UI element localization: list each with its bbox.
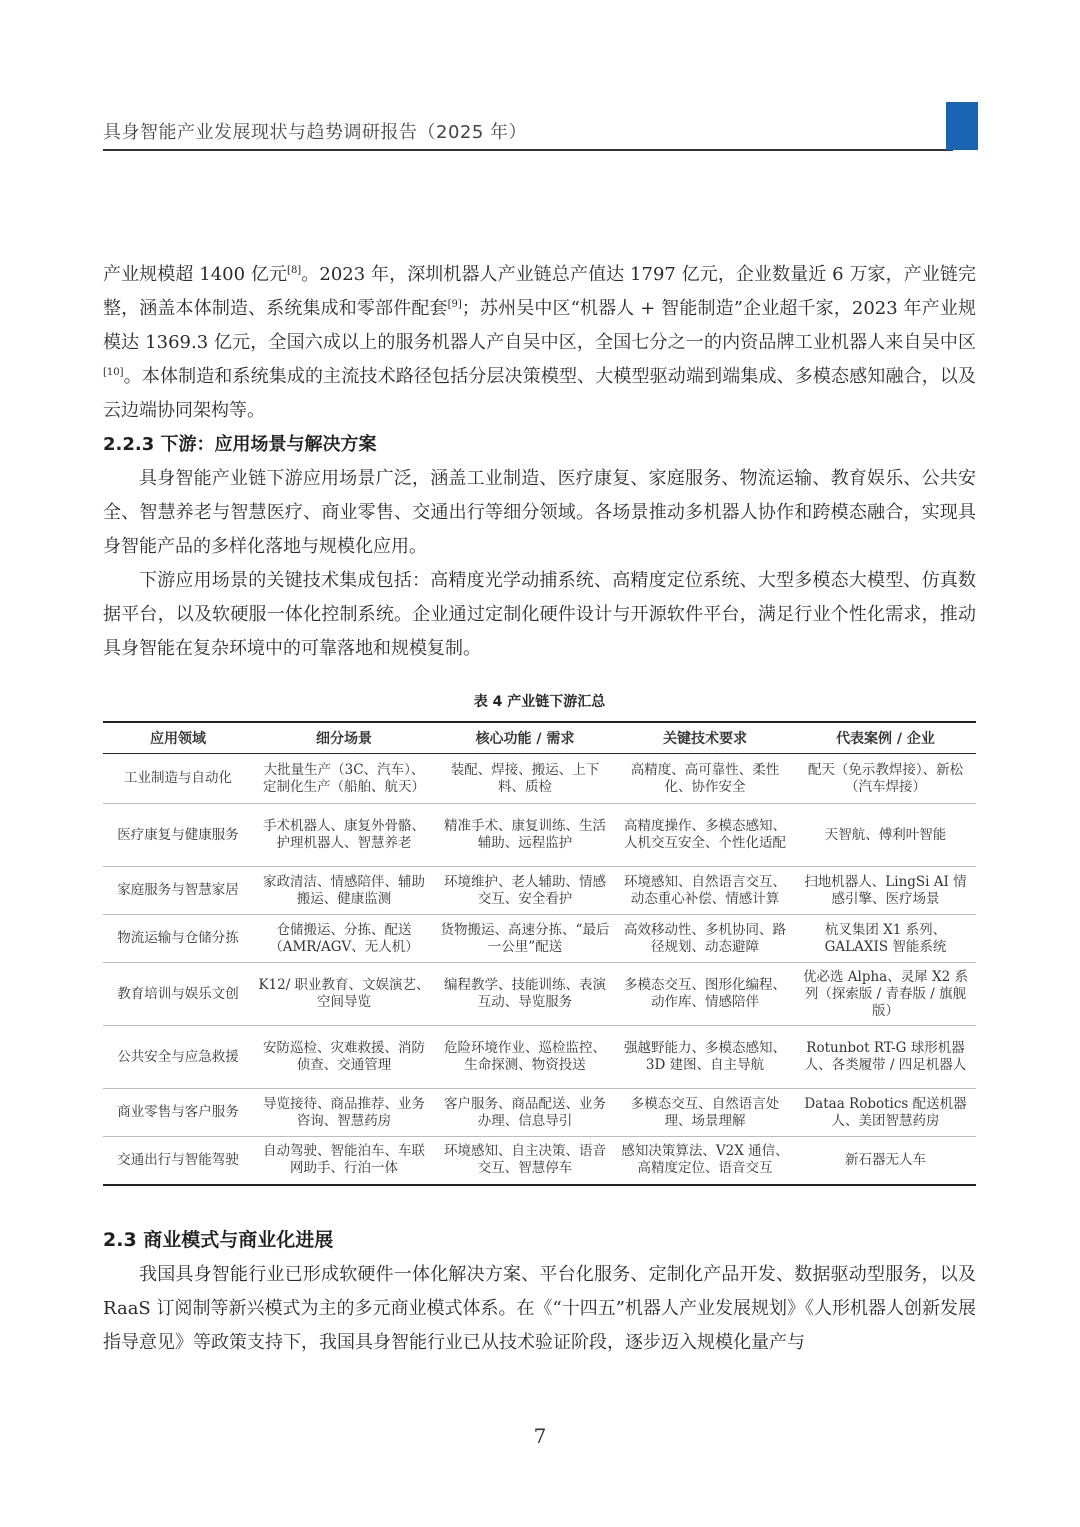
table-row bbox=[103, 1089, 976, 1137]
column-header: 核心功能 / 需求 bbox=[435, 722, 615, 754]
intro-text-4: 。本体制造和系统集成的主流技术路径包括分层决策模型、大模型驱动端到端集成、多模态感知融合，以及云边端协同架构等。 bbox=[103, 366, 976, 421]
table-cell: 新石器无人车 bbox=[795, 1137, 976, 1185]
table-row bbox=[103, 1026, 976, 1089]
table-cell: 安防巡检、灾难救援、消防侦查、交通管理 bbox=[253, 1026, 435, 1089]
table-row bbox=[103, 754, 976, 804]
column-header: 关键技术要求 bbox=[615, 722, 795, 754]
column-header: 应用领域 bbox=[103, 722, 253, 754]
table-cell: 仓储搬运、分拣、配送（AMR/AGV、无人机） bbox=[253, 915, 435, 963]
table-cell: 感知决策算法、V2X 通信、高精度定位、语音交互 bbox=[615, 1137, 795, 1185]
table-cell: 家庭服务与智慧家居 bbox=[103, 867, 253, 915]
table-cell: 公共安全与应急救援 bbox=[103, 1026, 253, 1089]
table-cell: 多模态交互、自然语言处理、场景理解 bbox=[615, 1089, 795, 1137]
table-cell: 多模态交互、图形化编程、动作库、情感陪伴 bbox=[615, 963, 795, 1026]
citation-9: [9] bbox=[447, 299, 462, 310]
header-rule bbox=[103, 149, 953, 151]
table-row bbox=[103, 915, 976, 963]
page-number: 7 bbox=[533, 1424, 547, 1448]
table-cell: 大批量生产（3C、汽车）、定制化生产（船舶、航天） bbox=[253, 754, 435, 804]
table-row bbox=[103, 804, 976, 867]
intro-paragraph bbox=[103, 258, 976, 428]
header-accent-block bbox=[946, 102, 978, 150]
table-cell: 高精度、高可靠性、柔性化、协作安全 bbox=[615, 754, 795, 804]
table-cell: 强越野能力、多模态感知、3D 建图、自主导航 bbox=[615, 1026, 795, 1089]
table-cell: 环境感知、自然语言交互、动态重心补偿、情感计算 bbox=[615, 867, 795, 915]
table-cell: Dataa Robotics 配送机器人、美团智慧药房 bbox=[795, 1089, 976, 1137]
downstream-table bbox=[103, 721, 976, 1186]
table-row bbox=[103, 867, 976, 915]
downstream-paragraph-1: 具身智能产业链下游应用场景广泛，涵盖工业制造、医疗康复、家庭服务、物流运输、教育娱乐、公共安全、智慧养老与智慧医疗、商业零售、交通出行等细分领域。各场景推动多机器人协作和跨模态融合，实现具身智能产品的多样化落地与规模化应用。 bbox=[103, 468, 976, 557]
table-cell: 编程教学、技能训练、表演互动、导览服务 bbox=[435, 963, 615, 1026]
table-cell: 工业制造与自动化 bbox=[103, 754, 253, 804]
intro-text-2: 。2023 年，深圳机器人产业链总产值达 1797 亿元，企业数量近 6 万家，产业链完整，涵盖本体制造、系统集成和零部件配套 bbox=[103, 264, 976, 319]
table-row bbox=[103, 1137, 976, 1185]
table-cell: 自动驾驶、智能泊车、车联网助手、行泊一体 bbox=[253, 1137, 435, 1185]
table-cell: Rotunbot RT-G 球形机器人、各类履带 / 四足机器人 bbox=[795, 1026, 976, 1089]
citation-10: [10] bbox=[103, 367, 124, 378]
running-title: 具身智能产业发展现状与趋势调研报告（2025 年） bbox=[103, 122, 528, 143]
intro-text-1: 产业规模超 1400 亿元 bbox=[103, 264, 288, 285]
table-cell: 高效移动性、多机协同、路径规划、动态避障 bbox=[615, 915, 795, 963]
table-cell: 客户服务、商品配送、业务办理、信息导引 bbox=[435, 1089, 615, 1137]
table-caption: 表 4 产业链下游汇总 bbox=[473, 694, 606, 710]
table-header-row bbox=[103, 722, 976, 754]
table-cell: 物流运输与仓储分拣 bbox=[103, 915, 253, 963]
table-cell: K12/ 职业教育、文娱演艺、空间导览 bbox=[253, 963, 435, 1026]
table-cell: 精准手术、康复训练、生活辅助、远程监护 bbox=[435, 804, 615, 867]
table-cell: 杭叉集团 X1 系列、GALAXIS 智能系统 bbox=[795, 915, 976, 963]
table-cell: 优必选 Alpha、灵犀 X2 系列（探索版 / 青春版 / 旗舰版） bbox=[795, 963, 976, 1026]
column-header: 代表案例 / 企业 bbox=[795, 722, 976, 754]
table-cell: 配天（免示教焊接）、新松（汽车焊接） bbox=[795, 754, 976, 804]
intro-text-3: ；苏州吴中区“机器人 + 智能制造”企业超千家，2023 年产业规模达 1369.3 亿元，全国六成以上的服务机器人产自吴中区，全国七分之一的内资品牌工业机器人来自吴中区 bbox=[103, 298, 976, 353]
table-cell: 家政清洁、情感陪伴、辅助搬运、健康监测 bbox=[253, 867, 435, 915]
table-cell: 环境感知、自主决策、语音交互、智慧停车 bbox=[435, 1137, 615, 1185]
section-heading-2-2-3: 2.2.3 下游：应用场景与解决方案 bbox=[103, 434, 377, 455]
table-cell: 危险环境作业、巡检监控、生命探测、物资投送 bbox=[435, 1026, 615, 1089]
table-cell: 医疗康复与健康服务 bbox=[103, 804, 253, 867]
table-cell: 教育培训与娱乐文创 bbox=[103, 963, 253, 1026]
table-row bbox=[103, 963, 976, 1026]
table-cell: 天智航、傅利叶智能 bbox=[795, 804, 976, 867]
citation-8: [8] bbox=[287, 265, 302, 276]
table-cell: 环境维护、老人辅助、情感交互、安全看护 bbox=[435, 867, 615, 915]
table-cell: 高精度操作、多模态感知、人机交互安全、个性化适配 bbox=[615, 804, 795, 867]
downstream-paragraph-2: 下游应用场景的关键技术集成包括：高精度光学动捕系统、高精度定位系统、大型多模态大模型、仿真数据平台，以及软硬服一体化控制系统。企业通过定制化硬件设计与开源软件平台，满足行业个性化需求，推动具身智能在复杂环境中的可靠落地和规模复制。 bbox=[103, 570, 976, 659]
column-header: 细分场景 bbox=[253, 722, 435, 754]
page-header bbox=[103, 108, 976, 152]
business-model-paragraph: 我国具身智能行业已形成软硬件一体化解决方案、平台化服务、定制化产品开发、数据驱动型服务，以及 RaaS 订阅制等新兴模式为主的多元商业模式体系。在《“十四五”机器人产业发展规划》《人形机器人创新发展指导意见》等政策支持下，我国具身智能行业已从技术验证阶段，逐步迈入规模化量产与 bbox=[103, 1263, 976, 1353]
table-cell: 交通出行与智能驾驶 bbox=[103, 1137, 253, 1185]
table-cell: 手术机器人、康复外骨骼、护理机器人、智慧养老 bbox=[253, 804, 435, 867]
table-cell: 商业零售与客户服务 bbox=[103, 1089, 253, 1137]
table-cell: 导览接待、商品推荐、业务咨询、智慧药房 bbox=[253, 1089, 435, 1137]
section-heading-2-3: 2.3 商业模式与商业化进展 bbox=[103, 1228, 334, 1251]
table-cell: 货物搬运、高速分拣、“最后一公里”配送 bbox=[435, 915, 615, 963]
table-cell: 扫地机器人、LingSi AI 情感引擎、医疗场景 bbox=[795, 867, 976, 915]
page-body bbox=[103, 258, 976, 1360]
table-cell: 装配、焊接、搬运、上下料、质检 bbox=[435, 754, 615, 804]
